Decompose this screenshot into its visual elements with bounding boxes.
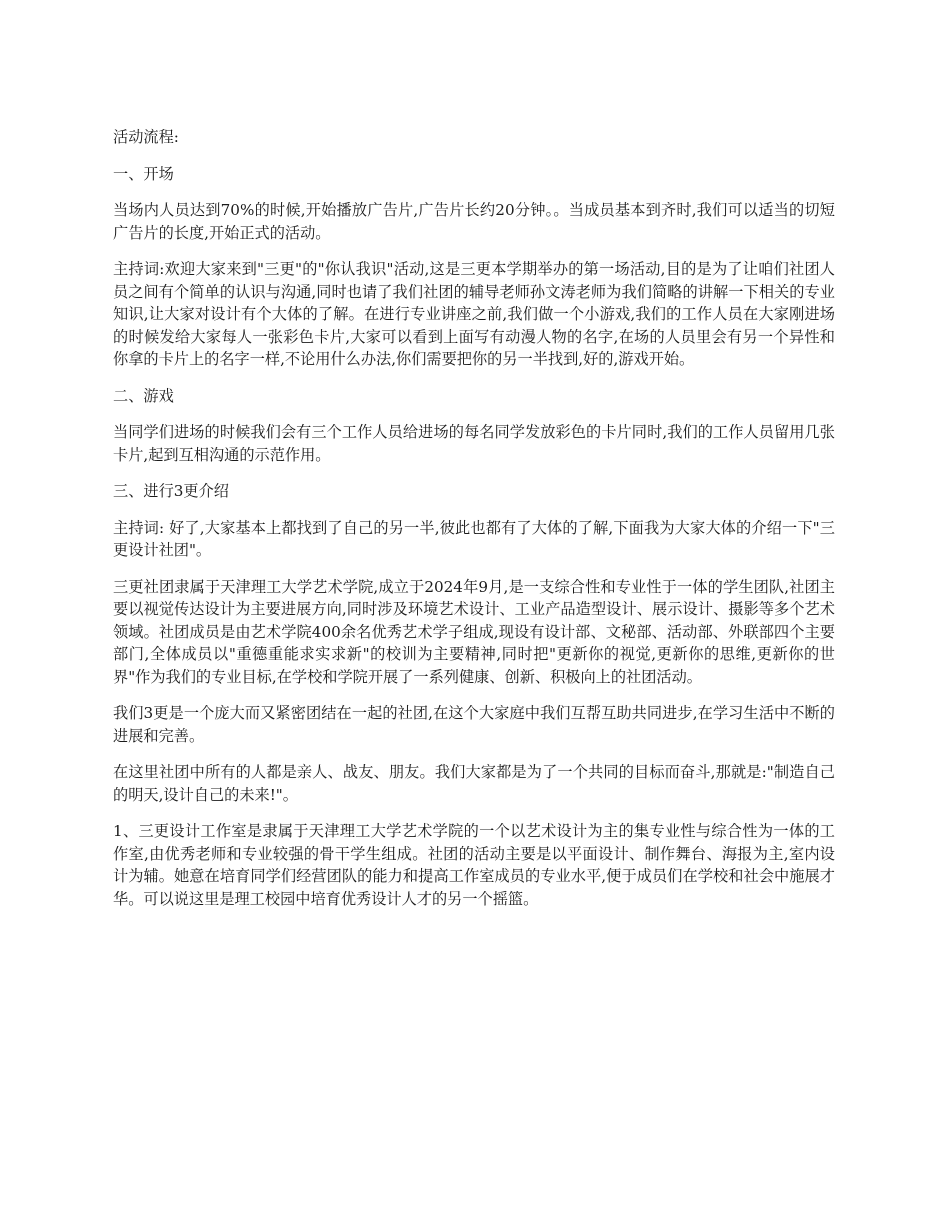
document-body — [113, 126, 835, 924]
section-title-process: 活动流程: — [113, 128, 179, 146]
paragraph-club-unity: 我们3更是一个庞大而又紧密团结在一起的社团,在这个大家庭中我们互帮互助共同进步,在学习生活中不断的进展和完善。 — [113, 704, 835, 745]
paragraph-studio-description: 1、三更设计工作室是隶属于天津理工大学艺术学院的一个以艺术设计为主的集专业性与综合性为一体的工作室,由优秀老师和专业较强的骨干学生组成。社团的活动主要是以平面设计、制作舞台、海报为主,室内设计为辅。她意在培育同学们经营团队的能力和提高工作室成员的专业水平,便于成员们在学校和社会中施展才华。可以说这里是理工校园中培育优秀设计人才的另一个摇篮。 — [113, 822, 835, 908]
paragraph-opening-video: 当场内人员达到70%的时候,开始播放广告片,广告片长约20分钟。。当成员基本到齐时,我们可以适当的切短广告片的长度,开始正式的活动。 — [113, 201, 835, 242]
paragraph-host-intro: 主持词: 好了,大家基本上都找到了自己的另一半,彼此也都有了大体的了解,下面我为大家大体的介绍一下"三更设计社团"。 — [113, 518, 835, 559]
paragraph-host-welcome: 主持词:欢迎大家来到"三更"的"你认我识"活动,这是三更本学期举办的第一场活动,目的是为了让咱们社团人员之间有个简单的认识与沟通,同时也请了我们社团的辅导老师孙文涛老师为我们简略的讲解一下相关的专业知识,让大家对设计有个大体的了解。在进行专业讲座之前,我们做一个小游戏,我们的工作人员在大家刚进场的时候发给大家每人一张彩色卡片,大家可以看到上面写有动漫人物的名字,在场的人员里会有另一个异性和你拿的卡片上的名字一样,不论用什么办法,你们需要把你的另一半找到,好的,游戏开始。 — [113, 260, 835, 368]
paragraph-game-cards: 当同学们进场的时候我们会有三个工作人员给进场的每名同学发放彩色的卡片同时,我们的工作人员留用几张卡片,起到互相沟通的示范作用。 — [113, 423, 835, 464]
section-heading-opening: 一、开场 — [113, 164, 174, 183]
section-heading-intro: 三、进行3更介绍 — [113, 482, 229, 500]
paragraph-club-description: 三更社团隶属于天津理工大学艺术学院,成立于2024年9月,是一支综合性和专业性于一体的学生团队,社团主要以视觉传达设计为主要进展方向,同时涉及环境艺术设计、工业产品造型设计、展示设计、摄影等多个艺术领域。社团成员是由艺术学院400余名优秀艺术学子组成,现设有设计部、文秘部、活动部、外联部四个主要部门,全体成员以"重德重能求实求新"的校训为主要精神,同时把"更新你的视觉,更新你的思维,更新你的世界"作为我们的专业目标,在学校和学院开展了一系列健康、创新、积极向上的社团活动。 — [113, 577, 835, 686]
section-heading-game: 二、游戏 — [113, 386, 174, 405]
paragraph-club-motto: 在这里社团中所有的人都是亲人、战友、朋友。我们大家都是为了一个共同的目标而奋斗,那就是:"制造自己的明天,设计自己的未来!"。 — [113, 763, 835, 804]
